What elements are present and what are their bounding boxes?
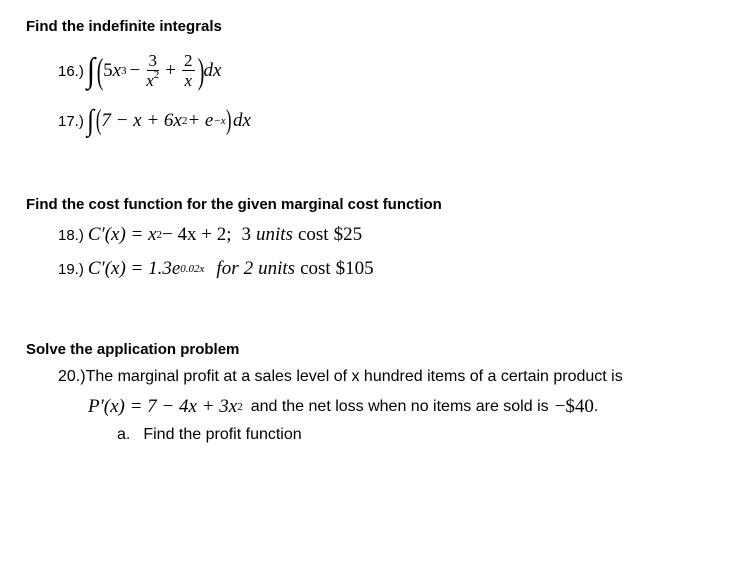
left-paren: ( [96,51,104,91]
units-number: 2 [243,258,254,279]
sub-item-text: Find the profit function [143,426,302,443]
application-heading: Solve the application problem [26,341,240,358]
fraction-1-denominator: x [146,71,154,90]
net-loss-text: and the net loss when no items are sold is [250,398,549,415]
problem-16-expression: ( 5 x 3 − $\frac{3}{x^2}$ + $\frac{2}{x}$ ) dx [96,51,222,91]
cost-amount: $25 [333,224,363,245]
problem-17-expression: ( 7 − x + 6x 2 + e −x ) dx [95,105,251,136]
integrals-heading: Find the indefinite integrals [26,18,222,35]
profit-derivative: P′(x) = 7 − 4x + 3x [88,396,238,417]
term1-coefficient: 5 [103,60,113,81]
problem-16 [58,46,221,96]
problem-20-text: 20.)The marginal profit at a sales level of x hundred items of a certain product is [58,368,623,385]
cost-heading: Find the cost function for the given marginal cost function [26,196,442,213]
plus-operator: + [165,60,176,81]
units-word: units [258,258,296,279]
fraction-2 [182,52,195,90]
integral-sign: ∫ [86,103,94,138]
profit-expression: P′(x) = 7 − 4x + 3x 2 [88,396,243,417]
left-paren: ( [95,105,102,136]
fraction-1-numerator: 3 [148,51,157,71]
problem-16-label: 16.) [58,62,84,80]
problem-20-expression-line [88,393,598,421]
minus-operator: − [129,60,141,81]
lhs: C′(x) = 1.3e [87,258,181,279]
differential: dx [232,110,251,131]
cost-amount: $105 [335,258,374,279]
term1-variable: x [112,60,122,81]
problem-19 [58,255,374,283]
cost-word: cost [297,224,329,245]
problem-18 [58,222,362,248]
right-paren: ) [197,51,204,91]
problem-19-label: 19.) [58,260,84,278]
integral-sign: ∫ [86,51,96,90]
fraction-1 [146,52,159,90]
units-number: 3 [241,224,251,245]
problem-17-label: 17.) [58,112,84,130]
fraction-1-exponent: 2 [153,69,160,81]
lhs: C′(x) = x [87,224,157,245]
units-word: units [256,224,293,245]
fraction-2-numerator: 2 [184,51,193,71]
problem-17 [58,104,251,138]
loss-amount: −$40 [554,396,594,417]
sub-item-label: a. [117,426,131,443]
problem-20a [117,424,302,446]
expression-part-a: 7 − x + 6x [101,110,182,131]
rhs: − 4x + 2; [162,224,232,245]
problem-18-expression: C′(x) = x 2 − 4x + 2; 3 units cost $25 [87,224,363,245]
right-paren: ) [225,105,232,136]
problem-19-expression: C′(x) = 1.3e 0.02x for 2 units cost $105 [87,258,374,279]
loss-value [555,396,594,418]
for-word: for [216,258,239,279]
problem-18-label: 18.) [58,226,84,244]
expression-part-b: + e [187,110,214,131]
cost-word: cost [300,258,331,279]
differential: dx [203,60,222,81]
period: . [593,398,599,415]
fraction-2-denominator: x [184,71,193,90]
